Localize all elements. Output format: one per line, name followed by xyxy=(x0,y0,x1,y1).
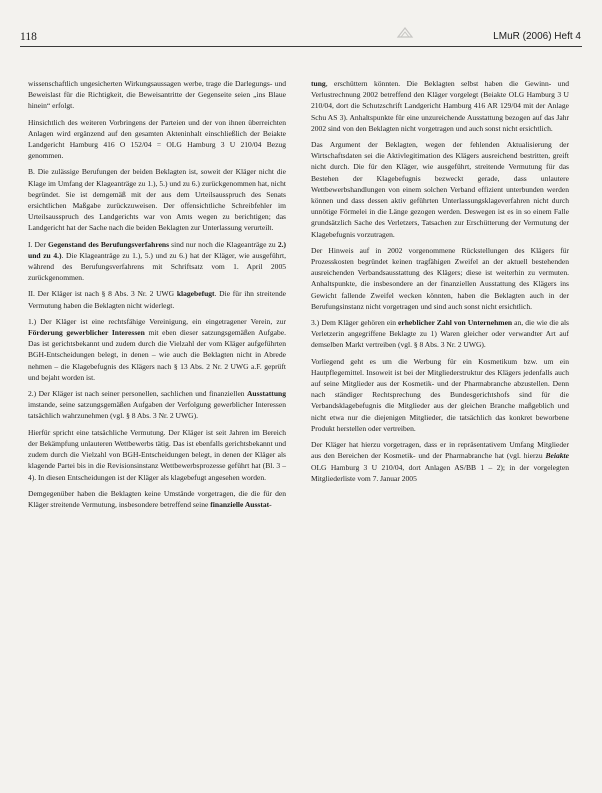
journal-issue: LMuR (2006) Heft 4 xyxy=(493,31,581,42)
paragraph: I. Der Gegenstand des Berufungsverfahrens sind nur noch die Klageanträge zu 2.) und zu 4.). Die Klageanträge zu 1.), 5.) und zu 6.) hat der Kläger, wie ausgeführt, während des Berufungsverfahrens mit Schriftsatz vom 1. April 2005 zurückgenommen. xyxy=(28,239,286,283)
page-number: 118 xyxy=(20,31,37,43)
paragraph: B. Die zulässige Berufungen der beiden Beklagten ist, soweit der Kläger nicht die Klage im Umfang der Klageanträge zu 1.), 5.) und zu 6.) zurückgenommen hat, nicht begründet. Sie ist demgemäß mit der aus dem Urteilsausspruch des Senats ersichtlichen Maßgabe zurückzuweisen. Der offensichtliche Schreibfehler im Urteilsausspruch des Landgerichts war von Amts wegen zu berichtigen; das Landgericht hat der Sache nach die beiden Beklagten zur Unterlassung verurteilt. xyxy=(28,167,286,233)
paragraph: Das Argument der Beklagten, wegen der fehlenden Aktualisierung der Wirtschaftsdaten sei die Aktivlegitimation des Klägers ausreichend bestritten, greift nicht durch. Die für den Kläger, wie ausgeführt, streitende Vermutung für das Bestehen der Klagebefugnis bezweckt gerade, dass unlautere Wettbewerbshandlungen von einem solchen Verband effizient unterbunden werden können und dass dessen aktiv geführten Unterlassungsklageverfahren nicht durch unnötige Förmelei in die Länge gezogen werden. Deswegen ist es in so einem Falle grundsätzlich Sache des Verletzers, Tatsachen zur Erschütterung der Vermutung der Klagebefugnis vorzutragen. xyxy=(311,140,569,239)
paragraph: Hinsichtlich des weiteren Vorbringens der Parteien und der von ihnen überreichten Anlagen wird ergänzend auf den gesamten Akteninhalt einschließlich der Beiakte Landgericht Hamburg 416 O 152/04 = OLG Hamburg 3 U 210/04 Bezug genommen. xyxy=(28,117,286,161)
paragraph: 2.) Der Kläger ist nach seiner personellen, sachlichen und finanziellen Ausstattung imstande, seine satzungsgemäßen Aufgaben der Verfolgung gewerblicher Interessen tatsächlich wahrzunehmen (vgl. § 8 Abs. 3 Nr. 2 UWG). xyxy=(28,389,286,421)
paragraph: 3.) Dem Kläger gehören ein erheblicher Zahl von Unternehmen an, die wie die als Verletzerin angegriffene Beklagte zu 1) Waren gleicher oder verwandter Art auf demselben Markt vertreiben (vgl. § 8 Abs. 3 Nr. 2 UWG). xyxy=(311,318,569,350)
left-column xyxy=(28,78,286,515)
right-column xyxy=(311,78,569,489)
paragraph: Hierfür spricht eine tatsächliche Vermutung. Der Kläger ist seit Jahren im Bereich der Bekämpfung unlauteren Wettbewerbs tätig. Das ist ebenfalls gerichtsbekannt und zudem durch die Vielzahl von BGH-Entscheidungen belegt, in denen der Kläger als klagende Partei bis in die Revisionsinstanz Wettbewerbsprozesse geführt hat (Bl. 3 – 4). In diesen Entscheidungen ist der Kläger als klagebefugt angesehen worden. xyxy=(28,427,286,482)
paragraph: Demgegenüber haben die Beklagten keine Umstände vorgetragen, die die für den Kläger streitende Vermutung, insbesondere betreffend seine finanzielle Ausstat- xyxy=(28,488,286,509)
journal-logo-icon xyxy=(396,25,414,41)
paragraph: Der Kläger hat hierzu vorgetragen, dass er in repräsentativem Umfang Mitglieder aus den Bereichen der Kosmetik- und der Pharmabranche hat (vgl. hierzu Beiakte OLG Hamburg 3 U 210/04, dort Anlagen AS/BB 1 – 2); in der vorgelegten Mitgliederliste vom 7. Januar 2005 xyxy=(311,440,569,483)
paragraph: Vorliegend geht es um die Werbung für ein Kosmetikum bzw. um ein Hautpflegemittel. Insoweit ist bei der Mitgliederstruktur des Klägers jedenfalls auch auf seine Mitglieder aus der Kosmetik- und der Pharmabranche abzustellen. Denn nach ständiger Rechtsprechung des Bundesgerichtshofs sind für die Verbandsklagebefugnis die Mitglieder aus der gleichen Branche maßgeblich und nicht etwa nur die diejenigen Mitglieder, die tatsächlich das konkret beworbene Produkt herstellen oder vertreiben. xyxy=(311,356,569,433)
paragraph: II. Der Kläger ist nach § 8 Abs. 3 Nr. 2 UWG klagebefugt. Die für ihn streitende Vermutung haben die Beklagten nicht widerlegt. xyxy=(28,289,286,310)
paragraph: Der Hinweis auf in 2002 vorgenommene Rückstellungen des Klägers für Prozesskosten begründet keinen tragfähigen Zweifel an der aktuell bestehenden ausreichenden Verbandsausstattung des Klägers; diese ist weiterhin zu vermuten. Anhaltspunkte, die insbesondere an der finanziellen Ausstattung des Klägers ins Gewicht fallende Zweifel wecken könnten, haben die Beklagten auch in der Berufungsinstanz nicht vorgetragen und sind auch sonst nicht ersichtlich. xyxy=(311,245,569,311)
header-rule xyxy=(20,46,582,47)
paragraph: 1.) Der Kläger ist eine rechtsfähige Vereinigung, ein eingetragener Verein, zur Förderung gewerblicher Interessen mit eben dieser satzungsgemäßen Aufgabe. Das ist gerichtsbekannt und zudem durch die Vielzahl der vom Kläger aufgeführten BGH-Entscheidungen belegt, in denen – wie auch die Beklagten nicht in Abrede nehmen – die Klagebefugnis des Klägers nach § 13 Abs. 2 Nr. 2 UWG a.F. geprüft und bejaht worden ist. xyxy=(28,316,287,382)
paragraph: tung, erschüttern könnten. Die Beklagten selbst haben die Gewinn- und Verlustrechnung 2002 betreffend den Kläger vorgelegt (Beiakte OLG Hamburg 3 U 210/04, dort die Schutzschrift Landgericht Hamburg 416 AR 129/04 mit der Anlage Schu AS 3). Anhaltspunkte für eine unzureichende Ausstattung bezogen auf das Jahr 2002 sind von den Beklagten nicht vorgetragen und auch sonst nicht ersichtlich. xyxy=(311,79,569,133)
paragraph: wissenschaftlich ungesicherten Wirkungsaussagen werbe, trage die Darlegungs- und Beweislast für die Richtigkeit, die Beweisantritte der Gegenseite seien „ins Blaue hinein“ erfolgt. xyxy=(28,79,286,111)
